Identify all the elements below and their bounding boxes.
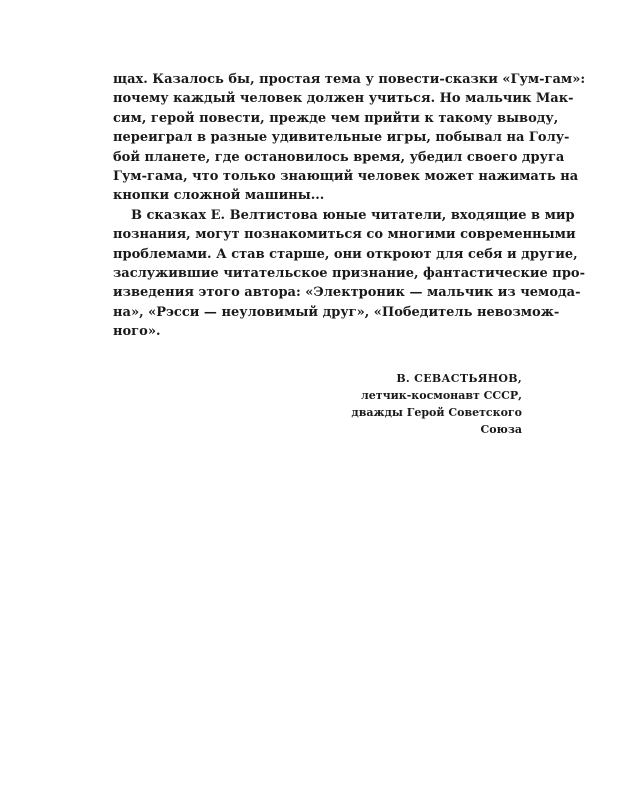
text-line: бой планете, где остановилось время, убедил своего друга — [113, 149, 565, 165]
body-text — [113, 70, 586, 341]
paragraph-2 — [113, 206, 585, 342]
author-signature — [351, 370, 522, 438]
text-line: заслужившие читательское признание, фантастические про- — [113, 265, 585, 281]
signature-title: дважды Герой Советского — [351, 406, 522, 419]
text-line: В сказках Е. Велтистова юные читатели, входящие в мир — [131, 207, 575, 223]
text-line: проблемами. А став старше, они откроют для себя и другие, — [113, 246, 578, 262]
text-line: на», «Рэсси — неуловимый друг», «Победитель невозмож- — [113, 304, 560, 320]
text-line: переиграл в разные удивительные игры, побывал на Голу- — [113, 130, 570, 146]
text-line: познания, могут познакомиться со многими современными — [113, 227, 576, 243]
paragraph-1 — [113, 70, 586, 206]
text-line: ного». — [113, 324, 161, 340]
signature-name: В. СЕВАСТЬЯНОВ, — [396, 372, 522, 385]
signature-title: Союза — [480, 423, 522, 436]
text-line: изведения этого автора: «Электроник — мальчик из чемода- — [113, 285, 581, 301]
text-line: сим, герой повести, прежде чем прийти к такому выводу, — [113, 110, 559, 126]
text-line: кнопки сложной машины... — [113, 188, 325, 204]
text-line: почему каждый человек должен учиться. Но мальчик Мак- — [113, 91, 574, 107]
text-line: Гум-гама, что только знающий человек может нажимать на — [113, 168, 579, 184]
text-line: щах. Казалось бы, простая тема у повести-сказки «Гум-гам»: — [113, 72, 586, 87]
signature-title: летчик-космонавт СССР, — [361, 389, 522, 402]
